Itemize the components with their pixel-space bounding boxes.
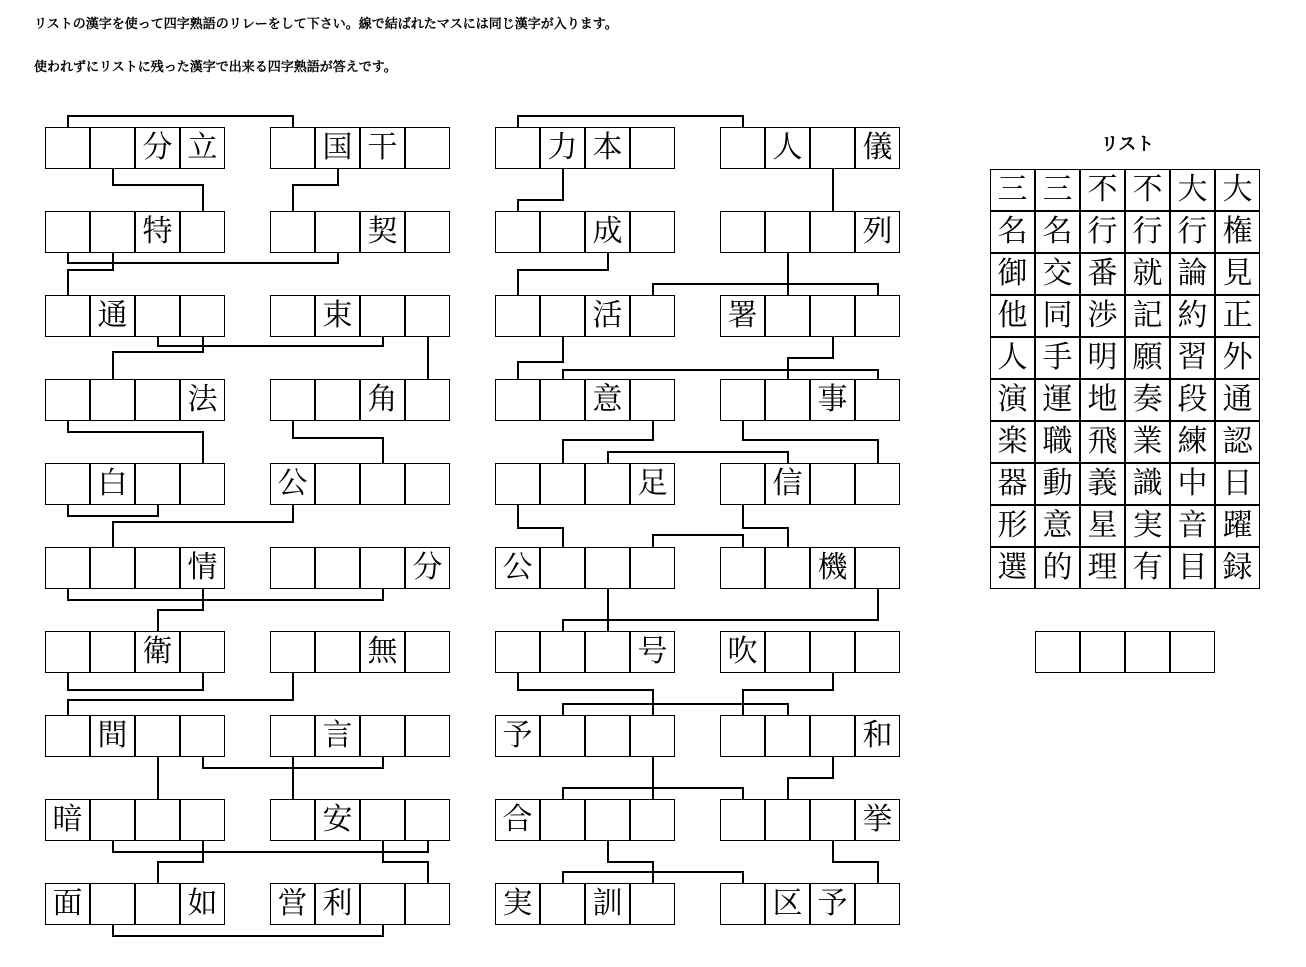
puzzle-cell[interactable]: 儀 — [855, 127, 900, 169]
puzzle-cell[interactable] — [720, 799, 765, 841]
puzzle-cell[interactable] — [585, 631, 630, 673]
puzzle-cell[interactable] — [810, 211, 855, 253]
puzzle-cell[interactable]: 号 — [630, 631, 675, 673]
kanji-list-cell[interactable]: 日 — [1215, 463, 1260, 505]
kanji-list-cell[interactable]: 約 — [1170, 295, 1215, 337]
puzzle-cell[interactable] — [135, 715, 180, 757]
puzzle-cell[interactable]: 足 — [630, 463, 675, 505]
puzzle-cell[interactable]: 信 — [765, 463, 810, 505]
kanji-list-cell[interactable]: 行 — [1080, 211, 1125, 253]
puzzle-cell[interactable] — [405, 211, 450, 253]
puzzle-cell[interactable] — [855, 631, 900, 673]
puzzle-cell[interactable]: 署 — [720, 295, 765, 337]
puzzle-cell[interactable] — [540, 631, 585, 673]
puzzle-cell[interactable] — [855, 883, 900, 925]
puzzle-cell[interactable] — [315, 463, 360, 505]
puzzle-cell[interactable] — [90, 883, 135, 925]
puzzle-cell[interactable] — [630, 715, 675, 757]
kanji-list-cell[interactable]: 外 — [1215, 337, 1260, 379]
answer-cell[interactable] — [1080, 631, 1125, 673]
puzzle-cell[interactable]: 角 — [360, 379, 405, 421]
puzzle-cell[interactable] — [540, 463, 585, 505]
puzzle-cell[interactable] — [765, 211, 810, 253]
puzzle-cell[interactable] — [720, 127, 765, 169]
puzzle-cell[interactable] — [315, 379, 360, 421]
puzzle-cell[interactable] — [585, 799, 630, 841]
puzzle-cell[interactable]: 区 — [765, 883, 810, 925]
puzzle-cell[interactable]: 特 — [135, 211, 180, 253]
kanji-list-cell[interactable]: 記 — [1125, 295, 1170, 337]
puzzle-cell[interactable] — [405, 715, 450, 757]
puzzle-cell[interactable] — [855, 295, 900, 337]
kanji-list-cell[interactable]: 的 — [1035, 547, 1080, 589]
kanji-list-cell[interactable]: 三 — [1035, 169, 1080, 211]
kanji-list-cell[interactable]: 練 — [1170, 421, 1215, 463]
kanji-list-cell[interactable]: 音 — [1170, 505, 1215, 547]
puzzle-cell[interactable] — [765, 631, 810, 673]
puzzle-cell[interactable] — [270, 799, 315, 841]
puzzle-cell[interactable] — [855, 547, 900, 589]
puzzle-cell[interactable] — [270, 547, 315, 589]
puzzle-cell[interactable]: 面 — [45, 883, 90, 925]
puzzle-cell[interactable] — [855, 463, 900, 505]
puzzle-cell[interactable] — [630, 211, 675, 253]
puzzle-cell[interactable] — [180, 715, 225, 757]
puzzle-cell[interactable] — [540, 547, 585, 589]
puzzle-cell[interactable] — [540, 295, 585, 337]
puzzle-cell[interactable] — [855, 379, 900, 421]
kanji-list-cell[interactable]: 地 — [1080, 379, 1125, 421]
puzzle-cell[interactable] — [315, 211, 360, 253]
puzzle-cell[interactable]: 力 — [540, 127, 585, 169]
kanji-list-cell[interactable]: 御 — [990, 253, 1035, 295]
puzzle-cell[interactable] — [405, 127, 450, 169]
puzzle-cell[interactable]: 国 — [315, 127, 360, 169]
kanji-list-cell[interactable]: 星 — [1080, 505, 1125, 547]
kanji-list-cell[interactable]: 明 — [1080, 337, 1125, 379]
puzzle-cell[interactable] — [270, 715, 315, 757]
puzzle-cell[interactable] — [720, 463, 765, 505]
puzzle-cell[interactable] — [810, 631, 855, 673]
kanji-list-cell[interactable]: 不 — [1080, 169, 1125, 211]
puzzle-cell[interactable]: 列 — [855, 211, 900, 253]
kanji-list-cell[interactable]: 大 — [1215, 169, 1260, 211]
puzzle-cell[interactable] — [90, 799, 135, 841]
kanji-list-cell[interactable]: 中 — [1170, 463, 1215, 505]
puzzle-cell[interactable]: 機 — [810, 547, 855, 589]
kanji-list-cell[interactable]: 他 — [990, 295, 1035, 337]
puzzle-cell[interactable]: 合 — [495, 799, 540, 841]
puzzle-cell[interactable] — [405, 379, 450, 421]
puzzle-cell[interactable] — [180, 463, 225, 505]
kanji-list-cell[interactable]: 権 — [1215, 211, 1260, 253]
puzzle-cell[interactable] — [765, 547, 810, 589]
instruction-line-1: リストの漢字を使って四字熟語のリレーをして下さい。線で結ばれたマスには同じ漢字が入ります。 — [34, 17, 618, 32]
puzzle-cell[interactable] — [810, 295, 855, 337]
puzzle-cell[interactable] — [630, 883, 675, 925]
puzzle-cell[interactable] — [540, 799, 585, 841]
puzzle-cell[interactable] — [360, 799, 405, 841]
kanji-list-cell[interactable]: 有 — [1125, 547, 1170, 589]
puzzle-cell[interactable] — [405, 295, 450, 337]
puzzle-cell[interactable] — [45, 631, 90, 673]
puzzle-cell[interactable] — [810, 799, 855, 841]
kanji-list-cell[interactable]: 不 — [1125, 169, 1170, 211]
puzzle-cell[interactable] — [90, 379, 135, 421]
puzzle-cell[interactable]: 訓 — [585, 883, 630, 925]
puzzle-cell[interactable]: 予 — [495, 715, 540, 757]
kanji-list-cell[interactable]: 奏 — [1125, 379, 1170, 421]
puzzle-cell[interactable]: 衛 — [135, 631, 180, 673]
puzzle-cell[interactable] — [270, 379, 315, 421]
puzzle-cell[interactable] — [630, 547, 675, 589]
puzzle-cell[interactable] — [45, 715, 90, 757]
puzzle-cell[interactable]: 活 — [585, 295, 630, 337]
kanji-list-cell[interactable]: 同 — [1035, 295, 1080, 337]
puzzle-cell[interactable]: 干 — [360, 127, 405, 169]
puzzle-cell[interactable] — [315, 631, 360, 673]
kanji-list-cell[interactable]: 理 — [1080, 547, 1125, 589]
puzzle-cell[interactable] — [720, 715, 765, 757]
puzzle-cell[interactable] — [810, 463, 855, 505]
kanji-list-cell[interactable]: 習 — [1170, 337, 1215, 379]
kanji-list-cell[interactable]: 認 — [1215, 421, 1260, 463]
puzzle-cell[interactable] — [495, 295, 540, 337]
puzzle-cell[interactable]: 間 — [90, 715, 135, 757]
puzzle-cell[interactable]: 公 — [495, 547, 540, 589]
puzzle-cell[interactable]: 成 — [585, 211, 630, 253]
kanji-list-cell[interactable]: 就 — [1125, 253, 1170, 295]
puzzle-cell[interactable]: 如 — [180, 883, 225, 925]
kanji-list-cell[interactable]: 行 — [1170, 211, 1215, 253]
puzzle-cell[interactable] — [585, 547, 630, 589]
puzzle-cell[interactable]: 分 — [135, 127, 180, 169]
answer-cell[interactable] — [1170, 631, 1215, 673]
puzzle-cell[interactable] — [720, 883, 765, 925]
puzzle-cell[interactable] — [270, 127, 315, 169]
puzzle-cell[interactable] — [45, 295, 90, 337]
puzzle-cell[interactable] — [180, 211, 225, 253]
puzzle-cell[interactable]: 予 — [810, 883, 855, 925]
answer-cell[interactable] — [1035, 631, 1080, 673]
puzzle-cell[interactable]: 暗 — [45, 799, 90, 841]
kanji-list-cell[interactable]: 義 — [1080, 463, 1125, 505]
kanji-list-cell[interactable]: 論 — [1170, 253, 1215, 295]
puzzle-cell[interactable] — [765, 715, 810, 757]
puzzle-cell[interactable] — [135, 463, 180, 505]
kanji-list-cell[interactable]: 大 — [1170, 169, 1215, 211]
puzzle-cell[interactable]: 無 — [360, 631, 405, 673]
puzzle-cell[interactable]: 意 — [585, 379, 630, 421]
puzzle-cell[interactable] — [270, 295, 315, 337]
puzzle-cell[interactable] — [630, 295, 675, 337]
puzzle-cell[interactable] — [360, 883, 405, 925]
puzzle-cell[interactable] — [495, 127, 540, 169]
puzzle-cell[interactable] — [720, 211, 765, 253]
puzzle-cell[interactable] — [720, 547, 765, 589]
puzzle-cell[interactable] — [540, 211, 585, 253]
puzzle-cell[interactable] — [135, 883, 180, 925]
kanji-list-cell[interactable]: 見 — [1215, 253, 1260, 295]
puzzle-cell[interactable] — [405, 463, 450, 505]
kanji-list-cell[interactable]: 演 — [990, 379, 1035, 421]
puzzle-cell[interactable] — [810, 715, 855, 757]
puzzle-cell[interactable] — [495, 631, 540, 673]
kanji-list-cell[interactable]: 実 — [1125, 505, 1170, 547]
puzzle-cell[interactable]: 利 — [315, 883, 360, 925]
kanji-list-cell[interactable]: 動 — [1035, 463, 1080, 505]
puzzle-cell[interactable] — [720, 379, 765, 421]
puzzle-cell[interactable] — [315, 547, 360, 589]
puzzle-cell[interactable] — [810, 127, 855, 169]
puzzle-cell[interactable] — [495, 379, 540, 421]
kanji-list-cell[interactable]: 形 — [990, 505, 1035, 547]
kanji-list-cell[interactable]: 三 — [990, 169, 1035, 211]
puzzle-cell[interactable]: 分 — [405, 547, 450, 589]
puzzle-cell[interactable] — [360, 547, 405, 589]
kanji-list-cell[interactable]: 飛 — [1080, 421, 1125, 463]
puzzle-cell[interactable] — [180, 799, 225, 841]
puzzle-cell[interactable] — [540, 883, 585, 925]
puzzle-cell[interactable] — [540, 715, 585, 757]
puzzle-cell[interactable] — [765, 379, 810, 421]
puzzle-cell[interactable] — [585, 463, 630, 505]
puzzle-cell[interactable] — [90, 211, 135, 253]
puzzle-cell[interactable] — [90, 631, 135, 673]
kanji-list-cell[interactable]: 名 — [1035, 211, 1080, 253]
puzzle-cell[interactable] — [405, 799, 450, 841]
kanji-list-cell[interactable]: 選 — [990, 547, 1035, 589]
puzzle-cell[interactable]: 通 — [90, 295, 135, 337]
kanji-list-cell[interactable]: 正 — [1215, 295, 1260, 337]
kanji-list-cell[interactable]: 交 — [1035, 253, 1080, 295]
puzzle-cell[interactable]: 吹 — [720, 631, 765, 673]
puzzle-cell[interactable]: 営 — [270, 883, 315, 925]
puzzle-cell[interactable]: 挙 — [855, 799, 900, 841]
puzzle-cell[interactable] — [45, 379, 90, 421]
puzzle-cell[interactable] — [135, 295, 180, 337]
puzzle-cell[interactable]: 人 — [765, 127, 810, 169]
list-title: リスト — [1100, 134, 1155, 155]
puzzle-cell[interactable]: 束 — [315, 295, 360, 337]
puzzle-cell[interactable]: 公 — [270, 463, 315, 505]
kanji-list-cell[interactable]: 渉 — [1080, 295, 1125, 337]
puzzle-cell[interactable] — [540, 379, 585, 421]
puzzle-cell[interactable]: 白 — [90, 463, 135, 505]
puzzle-cell[interactable] — [495, 463, 540, 505]
puzzle-cell[interactable] — [630, 127, 675, 169]
puzzle-cell[interactable] — [360, 295, 405, 337]
puzzle-cell[interactable] — [135, 379, 180, 421]
puzzle-cell[interactable] — [360, 463, 405, 505]
kanji-list-cell[interactable]: 職 — [1035, 421, 1080, 463]
puzzle-cell[interactable] — [270, 211, 315, 253]
puzzle-cell[interactable]: 言 — [315, 715, 360, 757]
kanji-list-cell[interactable]: 意 — [1035, 505, 1080, 547]
answer-cell[interactable] — [1125, 631, 1170, 673]
puzzle-cell[interactable] — [270, 631, 315, 673]
puzzle-cell[interactable] — [45, 211, 90, 253]
puzzle-cell[interactable]: 和 — [855, 715, 900, 757]
puzzle-cell[interactable] — [90, 547, 135, 589]
puzzle-cell[interactable]: 本 — [585, 127, 630, 169]
kanji-list-cell[interactable]: 録 — [1215, 547, 1260, 589]
kanji-list-cell[interactable]: 運 — [1035, 379, 1080, 421]
puzzle-cell[interactable] — [405, 631, 450, 673]
kanji-list-cell[interactable]: 業 — [1125, 421, 1170, 463]
puzzle-cell[interactable] — [630, 799, 675, 841]
puzzle-cell[interactable] — [45, 547, 90, 589]
puzzle-cell[interactable]: 契 — [360, 211, 405, 253]
kanji-list-cell[interactable]: 目 — [1170, 547, 1215, 589]
kanji-list-cell[interactable]: 手 — [1035, 337, 1080, 379]
puzzle-cell[interactable] — [135, 799, 180, 841]
kanji-list-cell[interactable]: 行 — [1125, 211, 1170, 253]
kanji-list-cell[interactable]: 通 — [1215, 379, 1260, 421]
puzzle-cell[interactable] — [405, 883, 450, 925]
kanji-list-cell[interactable]: 器 — [990, 463, 1035, 505]
puzzle-cell[interactable] — [180, 295, 225, 337]
puzzle-cell[interactable] — [765, 799, 810, 841]
puzzle-cell[interactable] — [585, 715, 630, 757]
puzzle-cell[interactable] — [495, 211, 540, 253]
puzzle-cell[interactable] — [45, 127, 90, 169]
kanji-list-cell[interactable]: 楽 — [990, 421, 1035, 463]
puzzle-cell[interactable] — [630, 379, 675, 421]
kanji-list-cell[interactable]: 段 — [1170, 379, 1215, 421]
kanji-list-cell[interactable]: 願 — [1125, 337, 1170, 379]
puzzle-cell[interactable]: 安 — [315, 799, 360, 841]
kanji-list-cell[interactable]: 識 — [1125, 463, 1170, 505]
puzzle-cell[interactable]: 法 — [180, 379, 225, 421]
kanji-list-cell[interactable]: 人 — [990, 337, 1035, 379]
puzzle-cell[interactable] — [180, 631, 225, 673]
puzzle-cell[interactable]: 情 — [180, 547, 225, 589]
puzzle-cell[interactable] — [765, 295, 810, 337]
puzzle-cell[interactable] — [360, 715, 405, 757]
puzzle-cell[interactable] — [135, 547, 180, 589]
puzzle-cell[interactable] — [90, 127, 135, 169]
puzzle-cell[interactable]: 事 — [810, 379, 855, 421]
puzzle-cell[interactable]: 立 — [180, 127, 225, 169]
kanji-list-cell[interactable]: 名 — [990, 211, 1035, 253]
kanji-list-cell[interactable]: 番 — [1080, 253, 1125, 295]
kanji-list-cell[interactable]: 躍 — [1215, 505, 1260, 547]
puzzle-cell[interactable] — [45, 463, 90, 505]
instruction-line-2: 使われずにリストに残った漢字で出来る四字熟語が答えです。 — [34, 60, 397, 75]
puzzle-cell[interactable]: 実 — [495, 883, 540, 925]
